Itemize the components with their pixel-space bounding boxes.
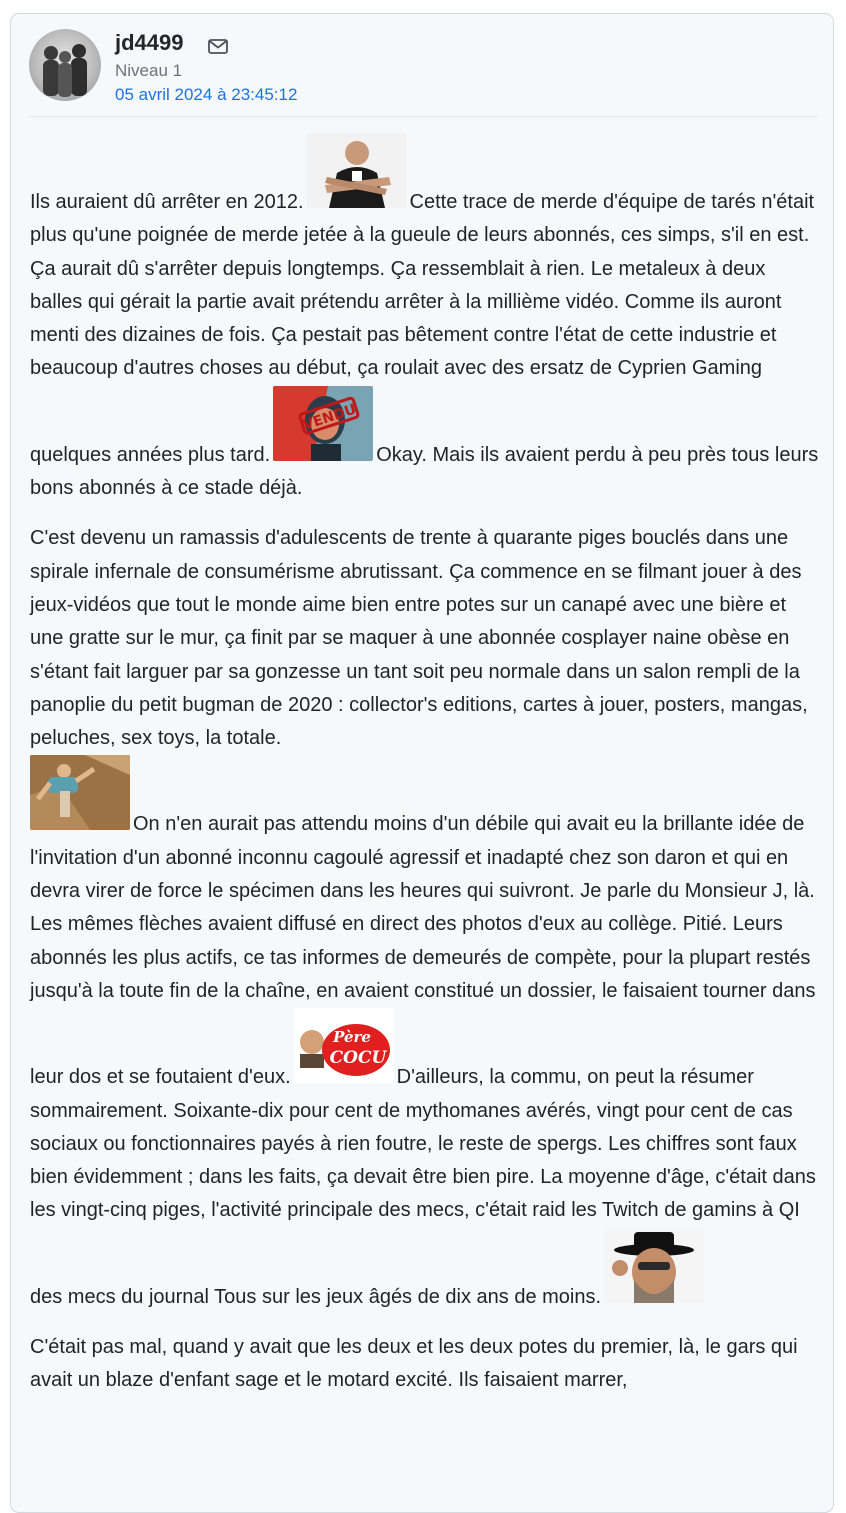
pere-cocu-sticker[interactable] xyxy=(294,1008,394,1083)
user-level: Niveau 1 xyxy=(115,61,183,80)
post-body xyxy=(30,133,822,1415)
avatar[interactable] xyxy=(29,29,101,101)
paragraph xyxy=(30,133,822,505)
text-segment: Okay. Mais ils avaient perdu à peu près tous leurs bons abonnés à ce stade déjà. xyxy=(30,443,819,500)
vendu-sticker[interactable] xyxy=(273,386,373,461)
text-segment: C'était pas mal, quand y avait que les deux et les deux potes du premier, là, le gars qui avait un blaze d'enfant sage et le motard excité. Ils faisaient marrer, xyxy=(30,1336,798,1392)
climber-sticker[interactable] xyxy=(30,755,130,830)
post-header xyxy=(29,28,817,117)
paragraph xyxy=(30,522,822,1314)
text-segment: Cette trace de merde d'équipe de tarés n'était plus qu'une poignée de merde jetée à la gueule de leurs abonnés, ces simps, s'il en est. Ça aurait dû s'arrêter depuis longtemps. Ça ressemblait à rien. Le metaleux à deux balles qui gérait la partie avait prétendu arrêter à la millième vidéo. Comme ils auront menti des dizaines de fois. Ça pestait pas bêtement contre l'état de cette industrie et beaucoup d'autres choses au début, ça roulait avec des ersatz de Cyprien Gaming quelques années plus tard. xyxy=(30,191,815,466)
pere-text: Père xyxy=(332,1028,371,1047)
text-segment: C'est devenu un ramassis d'adulescents de trente à quarante piges bouclés dans une spirale infernale de consumérisme abrutissant. Ça commence en se filmant jouer à des jeux-vidéos que tout le monde aime bien entre potes sur un canapé avec une bière et une gratte sur le mur, ça finit par se maquer à une abonnée cosplayer naine obèse en s'étant fait larguer par sa gonzesse un tant soit peu normale dans un salon rempli de la panoplie du petit bugman de 2020 : collector's editions, cartes à jouer, posters, mangas, peluches, sex toys, la totale. xyxy=(30,527,808,750)
post-date-link[interactable]: 05 avril 2024 à 23:45:12 xyxy=(115,85,298,104)
mail-icon[interactable] xyxy=(208,39,228,54)
username[interactable]: jd4499 xyxy=(115,30,184,55)
text-segment: Ils auraient dû arrêter en 2012. xyxy=(30,191,304,213)
text-segment: On n'en aurait pas attendu moins d'un débile qui avait eu la brillante idée de l'invitation d'un abonné inconnu cagoulé agressif et inadapté chez son daron et qui en devra virer de force le spécimen dans les heures qui suivront. Je parle du Monsieur J, là. Les mêmes flèches avaient diffusé en direct des photos d'eux au collège. Pitié. Leurs abonnés les plus actifs, ce tas informes de demeurés de compète, pour la plupart restés jusqu'à la toute fin de la chaîne, en avaient constitué un dossier, le faisaient tourner dans leur dos et se foutaient d'eux. xyxy=(30,813,816,1089)
man-black-hat-sticker[interactable] xyxy=(604,1228,704,1303)
cocu-text: COCU xyxy=(329,1048,387,1069)
vendu-stamp-text: VENDU xyxy=(301,401,359,434)
man-crossed-arms-sticker[interactable] xyxy=(307,133,407,208)
paragraph xyxy=(30,1331,822,1398)
forum-post xyxy=(10,13,834,1513)
avatar-silhouettes-icon xyxy=(29,29,101,101)
text-segment: D'ailleurs, la commu, on peut la résumer sommairement. Soixante-dix pour cent de mythomanes avérés, vingt pour cent de cas sociaux ou fonctionnaires payés à rien foutre, le reste de spergs. Les chiffres sont faux bien évidemment ; dans les faits, ça devait être bien pire. La moyenne d'âge, c'était dans les vingt-cinq piges, l'activité principale des mecs, c'était raid les Twitch de gamins à QI des mecs du journal Tous sur les jeux âgés de dix ans de moins. xyxy=(30,1066,816,1308)
